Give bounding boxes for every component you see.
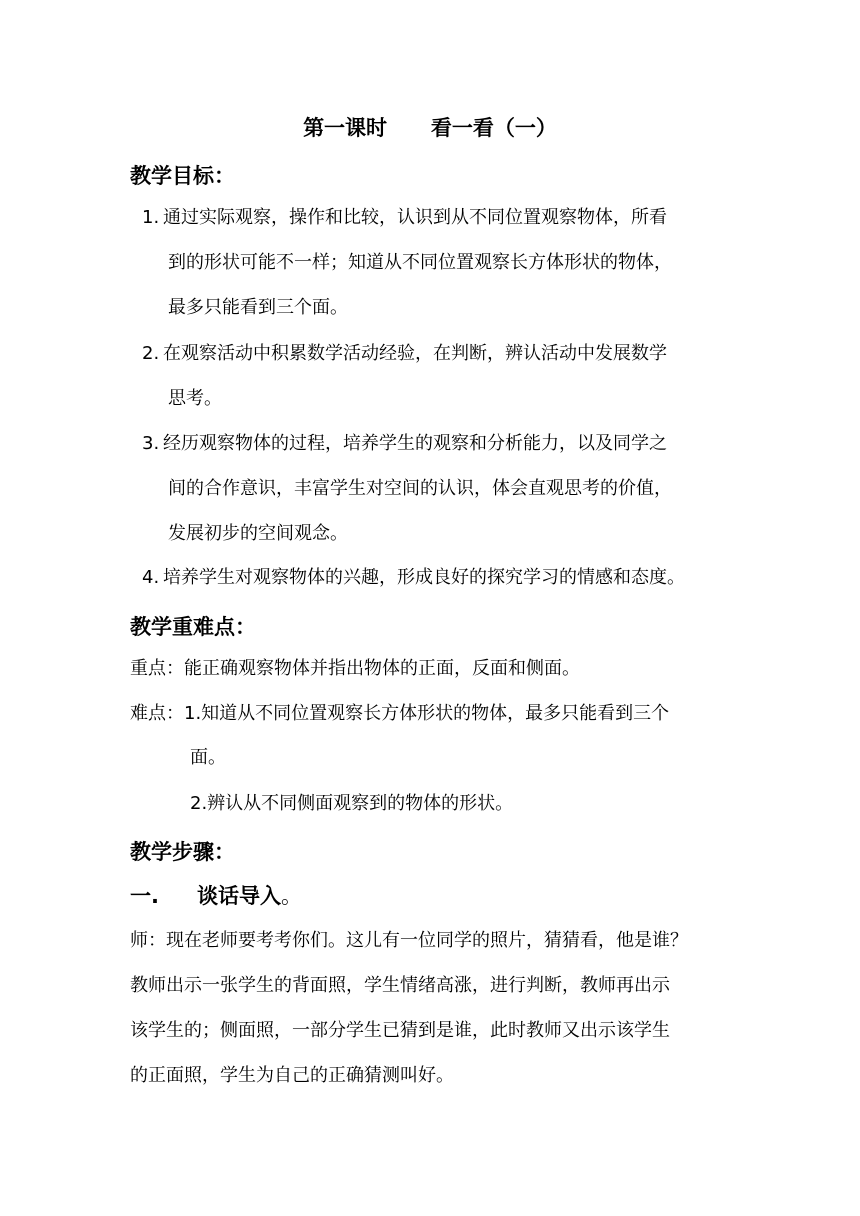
objective-3-line-2: 间的合作意识，丰富学生对空间的认识，体会直观思考的价值，: [168, 478, 672, 499]
paragraph-line-1: 师：现在老师要考考你们。这儿有一位同学的照片，猜猜看，他是谁？: [130, 930, 688, 951]
section-1-title: 一. 谈话导入。: [130, 884, 302, 908]
objective-3-line-3: 发展初步的空间观念。: [168, 523, 348, 544]
objective-2-number: 2.: [142, 343, 160, 364]
objective-3-line-1: 3. 经历观察物体的过程，培养学生的观察和分析能力，以及同学之: [142, 433, 667, 454]
steps-heading: 教学步骤：: [130, 840, 235, 864]
difficulty-prefix: 难点：: [130, 703, 184, 724]
objective-1-number: 1.: [142, 207, 160, 228]
difficulty-1-line-2: 面。: [190, 747, 226, 768]
objective-1-line-1: 1. 通过实际观察，操作和比较，认识到从不同位置观察物体，所看: [142, 207, 667, 228]
objective-4-number: 4.: [142, 567, 160, 588]
objective-1-line-2: 到的形状可能不一样；知道从不同位置观察长方体形状的物体，: [168, 252, 672, 273]
objective-3-number: 3.: [142, 433, 160, 454]
focus-point: 重点：能正确观察物体并指出物体的正面，反面和侧面。: [130, 658, 580, 679]
paragraph-line-3: 该学生的；侧面照，一部分学生已猜到是谁，此时教师又出示该学生: [130, 1020, 670, 1041]
section-1-number: 一.: [130, 884, 159, 908]
difficulty-2: 2.辨认从不同侧面观察到的物体的形状。: [190, 793, 514, 814]
objectives-heading: 教学目标：: [130, 164, 235, 188]
objective-2-line-2: 思考。: [168, 388, 222, 409]
objective-4-line-1: 4. 培养学生对观察物体的兴趣，形成良好的探究学习的情感和态度。: [142, 567, 685, 588]
key-points-heading: 教学重难点：: [130, 615, 256, 639]
objective-1-line-3: 最多只能看到三个面。: [168, 297, 348, 318]
paragraph-line-4: 的正面照，学生为自己的正确猜测叫好。: [130, 1065, 454, 1086]
paragraph-line-2: 教师出示一张学生的背面照，学生情绪高涨，进行判断，教师再出示: [130, 975, 670, 996]
difficulty-1-line-1: 难点：1.知道从不同位置观察长方体形状的物体，最多只能看到三个: [130, 703, 670, 724]
objective-2-line-1: 2. 在观察活动中积累数学活动经验，在判断，辨认活动中发展数学: [142, 343, 667, 364]
lesson-title: 第一课时 看一看（一）: [303, 116, 557, 140]
